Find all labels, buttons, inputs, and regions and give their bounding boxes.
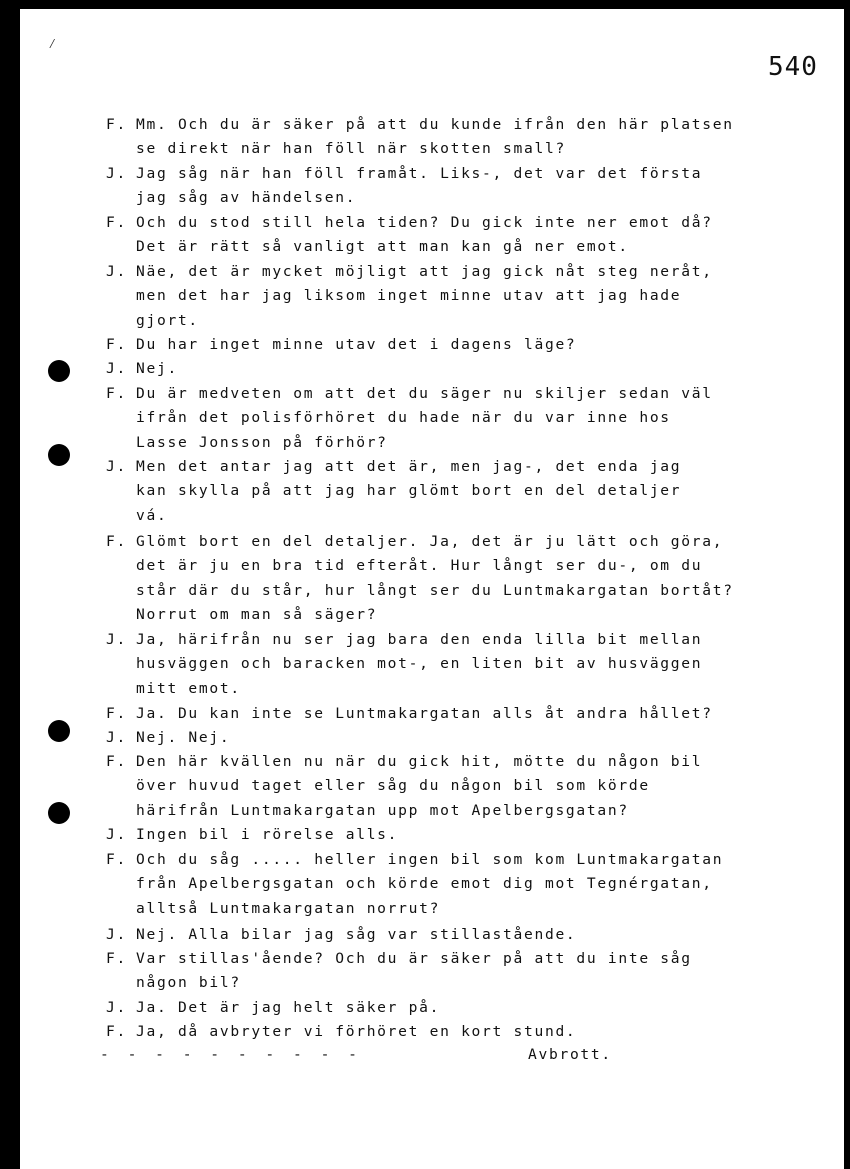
transcript-entry: [106, 726, 746, 750]
entry-text: Men det antar jag att det är, men jag-, det enda jag kan skylla på att jag har glömt bort en del detaljer vá.: [136, 458, 682, 524]
entry-text: Nej. Nej.: [136, 729, 231, 746]
speaker-label: J.: [106, 826, 127, 843]
transcript-entry: [106, 162, 746, 211]
entry-text: Näe, det är mycket möjligt att jag gick nåt steg neråt, men det har jag liksom inget minne utav att jag hade gjort.: [136, 263, 713, 329]
entry-text: Ingen bil i rörelse alls.: [136, 826, 399, 843]
entry-text: Nej. Alla bilar jag såg var stillastående.: [136, 926, 577, 943]
entry-text: Du är medveten om att det du säger nu skiljer sedan väl ifrån det polisförhöret du hade när du var inne hos Lasse Jonsson på förhör?: [136, 385, 713, 451]
transcript-entry: [106, 113, 746, 162]
transcript-entry: [106, 848, 746, 921]
speaker-label: J.: [106, 165, 127, 182]
transcript-entry: [106, 333, 746, 357]
dashed-separator: - - - - - - - - - -: [100, 1046, 362, 1063]
entry-text: Ja. Det är jag helt säker på.: [136, 999, 441, 1016]
break-label: Avbrott.: [528, 1046, 612, 1063]
transcript-entry: [106, 947, 746, 996]
transcript-entry: [106, 923, 746, 947]
entry-text: Nej.: [136, 360, 178, 377]
speaker-label: J.: [106, 458, 127, 475]
transcript-entry: [106, 211, 746, 260]
transcript-entry: [106, 628, 746, 701]
speaker-label: F.: [106, 851, 127, 868]
entry-text: Du har inget minne utav det i dagens läge?: [136, 336, 577, 353]
transcript-entry: [106, 260, 746, 333]
transcript-entry: [106, 996, 746, 1020]
speaker-label: F.: [106, 116, 127, 133]
punch-hole: [48, 802, 70, 824]
entry-text: Och du stod still hela tiden? Du gick inte ner emot då? Det är rätt så vanligt att man kan gå ner emot.: [136, 214, 713, 256]
speaker-label: F.: [106, 533, 127, 550]
scan-edge: [844, 0, 850, 1169]
speaker-label: F.: [106, 705, 127, 722]
transcript-entry: [106, 1020, 746, 1044]
entry-text: Och du såg ..... heller ingen bil som kom Luntmakargatan från Apelbergsgatan och körde emot dig mot Tegnérgatan, alltså Luntmakargatan norrut?: [136, 851, 724, 917]
transcript-entry: [106, 455, 746, 528]
speaker-label: F.: [106, 385, 127, 402]
entry-text: Ja, härifrån nu ser jag bara den enda lilla bit mellan husväggen och baracken mot-, en liten bit av husväggen mitt emot.: [136, 631, 703, 697]
transcript-entry: [106, 382, 746, 455]
scan-mark: ⁄: [48, 36, 57, 52]
speaker-label: J.: [106, 729, 127, 746]
transcript-entry: [106, 750, 746, 823]
entry-text: Ja, då avbryter vi förhöret en kort stund.: [136, 1023, 577, 1040]
speaker-label: F.: [106, 1023, 127, 1040]
transcript-entry: [106, 823, 746, 847]
speaker-label: J.: [106, 926, 127, 943]
speaker-label: J.: [106, 999, 127, 1016]
entry-text: Var stillas'ående? Och du är säker på att du inte såg någon bil?: [136, 950, 692, 992]
speaker-label: F.: [106, 336, 127, 353]
speaker-label: F.: [106, 753, 127, 770]
punch-hole: [48, 360, 70, 382]
page-number: 540: [768, 52, 818, 82]
speaker-label: J.: [106, 263, 127, 280]
entry-text: Jag såg när han föll framåt. Liks-, det var det första jag såg av händelsen.: [136, 165, 703, 207]
entry-text: Mm. Och du är säker på att du kunde ifrån den här platsen se direkt när han föll när skotten small?: [136, 116, 734, 158]
transcript-entry: [106, 702, 746, 726]
speaker-label: J.: [106, 360, 127, 377]
speaker-label: J.: [106, 631, 127, 648]
transcript-entry: [106, 357, 746, 381]
punch-hole: [48, 720, 70, 742]
entry-text: Den här kvällen nu när du gick hit, mötte du någon bil över huvud taget eller såg du någon bil som körde härifrån Luntmakargatan upp mot Apelbergsgatan?: [136, 753, 703, 819]
punch-hole: [48, 444, 70, 466]
speaker-label: F.: [106, 214, 127, 231]
speaker-label: F.: [106, 950, 127, 967]
entry-text: Glömt bort en del detaljer. Ja, det är ju lätt och göra, det är ju en bra tid efteråt. Hur långt ser du-, om du står där du står, hur långt ser du Luntmakargatan bortåt? Norrut om man så säger?: [136, 533, 734, 623]
entry-text: Ja. Du kan inte se Luntmakargatan alls åt andra hållet?: [136, 705, 713, 722]
transcript-entry: [106, 530, 746, 627]
